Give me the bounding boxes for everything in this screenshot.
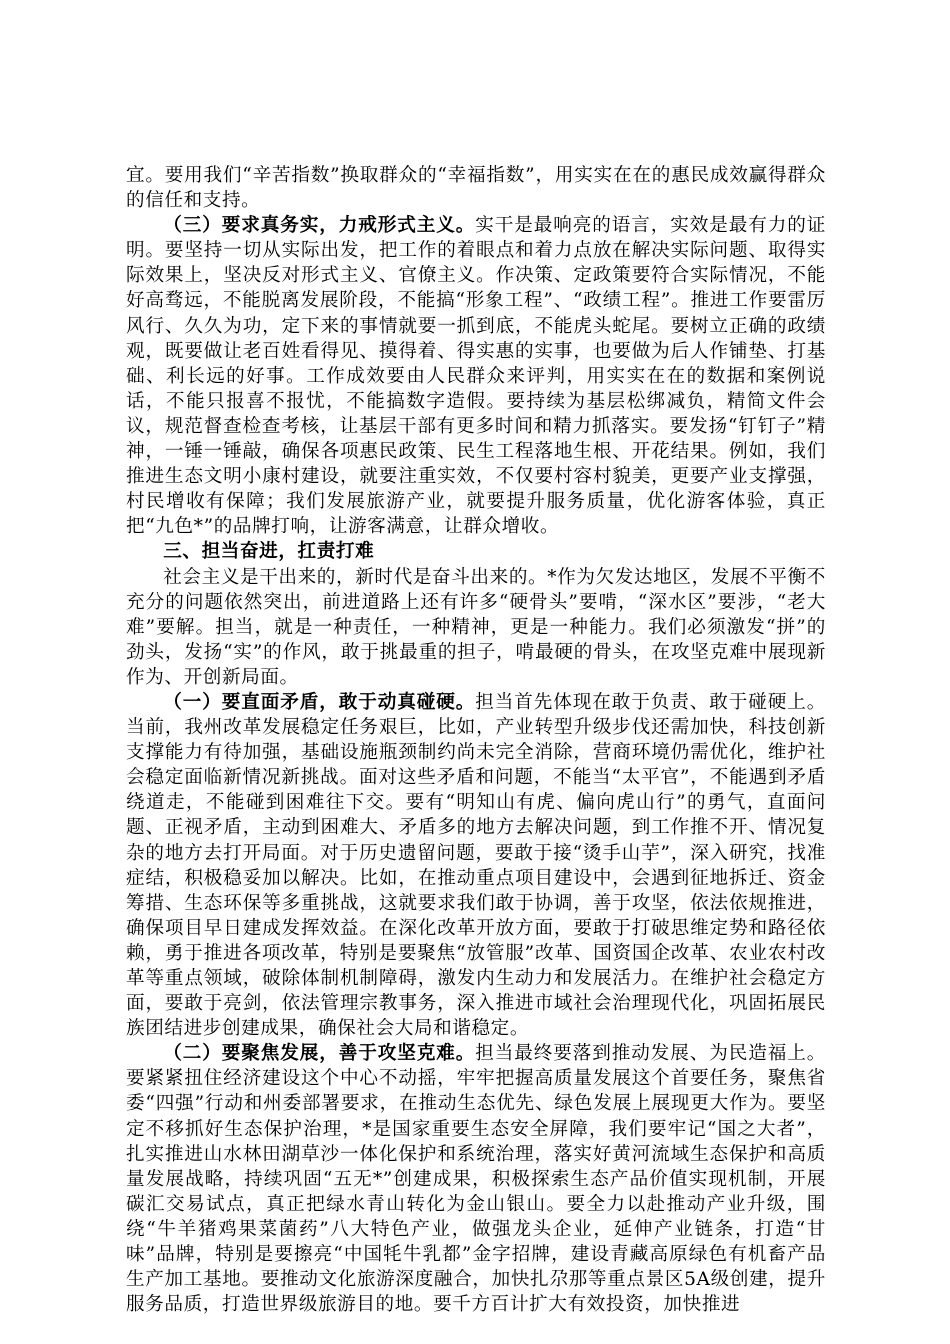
- paragraph-continuation: 宜。要用我们“辛苦指数”换取群众的“幸福指数”，用实实在在的惠民成效赢得群众的信任和支持。: [126, 165, 826, 212]
- section-heading-3: 三、担当奋进，扛责打难: [163, 541, 375, 563]
- paragraph-lead-focus-development: （二）要聚焦发展，善于攻坚克难。: [163, 1043, 476, 1065]
- paragraph-lead-face-contradictions: （一）要直面矛盾，敢于动真碰硬。: [163, 691, 476, 713]
- paragraph-seek-truth: [126, 213, 826, 539]
- paragraph-body-face-contradictions: 担当首先体现在敢于负责、敢于碰硬上。当前，我州改革发展稳定任务艰巨，比如，产业转型升级步伐还需加快，科技创新支撑能力有待加强，基础设施瓶颈制约尚未完全消除，营商环境仍需优化，维护社会稳定面临新情况新挑战。面对这些矛盾和问题，不能当“太平官”，不能遇到矛盾绕道走，不能碰到困难往下交。要有“明知山有虎、偏向虎山行”的勇气，直面问题、正视矛盾，主动到困难大、矛盾多的地方去解决问题，到工作推不开、情况复杂的地方去打开局面。对于历史遗留问题，要敢于接“烫手山芋”，深入研究，找准症结，积极稳妥加以解决。比如，在推动重点项目建设中，会遇到征地拆迁、资金筹措、生态环保等多重挑战，这就要求我们敢于协调，善于攻坚，依法依规推进，确保项目早日建成发挥效益。在深化改革开放方面，要敢于打破思维定势和路径依赖，勇于推进各项改革，特别是要聚焦“放管服”改革、国资国企改革、农业农村改革等重点领域，破除体制机制障碍，激发内生动力和发展活力。在维护社会稳定方面，要敢于亮剑，依法管理宗教事务，深入推进市域社会治理现代化，巩固拓展民族团结进步创建成果，确保社会大局和谐稳定。: [126, 691, 826, 1040]
- paragraph-section-intro: 社会主义是干出来的，新时代是奋斗出来的。*作为欠发达地区，发展不平衡不充分的问题依然突出，前进道路上还有许多“硬骨头”要啃，“深水区”要涉，“老大难”要解。担当，就是一种责任，一种精神，更是一种能力。我们必须激发“拼”的劲头，发扬“实”的作风，敢于挑最重的担子，啃最硬的骨头，在攻坚克难中展现新作为、开创新局面。: [126, 566, 826, 688]
- paragraph-body-focus-development: 担当最终要落到推动发展、为民造福上。要紧紧扭住经济建设这个中心不动摇，牢牢把握高质量发展这个首要任务，聚焦省委“四强”行动和州委部署要求，在推动生态优先、绿色发展上展现更大作为。要坚定不移抓好生态保护治理，*是国家重要生态安全屏障，我们要牢记“国之大者”，扎实推进山水林田湖草沙一体化保护和系统治理，落实好黄河流域生态保护和高质量发展战略，持续巩固“五无*”创建成果，积极探索生态产品价值实现机制，开展碳汇交易试点，真正把绿水青山转化为金山银山。要全力以赴推动产业升级，围绕“牛羊猪鸡果菜菌药”八大特色产业，做强龙头企业，延伸产业链条，打造“甘味”品牌，特别是要擦亮“中国牦牛乳都”金字招牌，建设青藏高原绿色有机畜产品生产加工基地。要推动文化旅游深度融合，加快扎尕那等重点景区5A级创建，提升服务品质，打造世界级旅游目的地。要千方百计扩大有效投资，加快推进: [126, 1043, 826, 1316]
- paragraph-face-contradictions: [126, 690, 826, 1041]
- document-page: [126, 163, 826, 1317]
- paragraph-focus-development: [126, 1041, 826, 1317]
- paragraph-lead-seek-truth: （三）要求真务实，力戒形式主义。: [163, 215, 476, 237]
- paragraph-body-seek-truth: 实干是最响亮的语言，实效是最有力的证明。要坚持一切从实际出发，把工作的着眼点和着力点放在解决实际问题、取得实际效果上，坚决反对形式主义、官僚主义。作决策、定政策要符合实际情况，不能好高骛远，不能脱离发展阶段，不能搞“形象工程”、“政绩工程”。推进工作要雷厉风行、久久为功，定下来的事情就要一抓到底，不能虎头蛇尾。要树立正确的政绩观，既要做让老百姓看得见、摸得着、得实惠的实事，也要做为后人作铺垫、打基础、利长远的好事。工作成效要由人民群众来评判，用实实在在的数据和案例说话，不能只报喜不报忧，不能搞数字造假。要持续为基层松绑减负，精简文件会议，规范督查检查考核，让基层干部有更多时间和精力抓落实。要发扬“钉钉子”精神，一锤一锤敲，确保各项惠民政策、民生工程落地生根、开花结果。例如，我们推进生态文明小康村建设，就要注重实效，不仅要村容村貌美，更要产业支撑强，村民增收有保障；我们发展旅游产业，就要提升服务质量，优化游客体验，真正把“九色*”的品牌打响，让游客满意，让群众增收。: [126, 215, 826, 538]
